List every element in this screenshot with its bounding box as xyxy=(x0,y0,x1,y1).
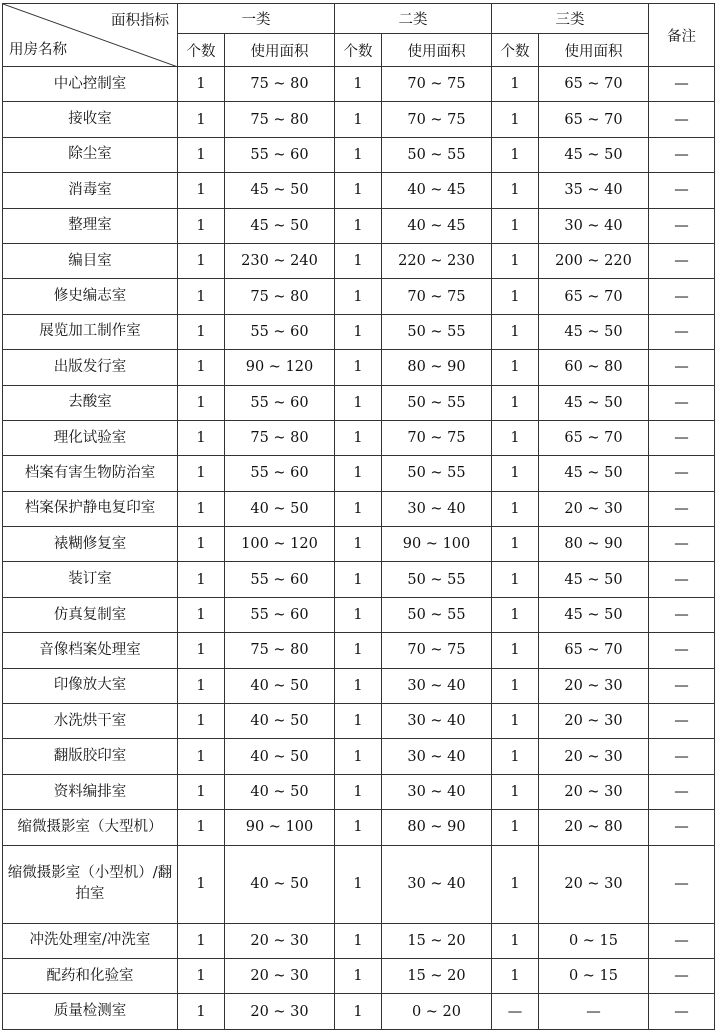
remark-cell: — xyxy=(649,994,715,1029)
class1-area-cell: 20 ~ 30 xyxy=(225,958,335,993)
room-name-cell: 去酸室 xyxy=(3,385,178,420)
class2-count-cell: 1 xyxy=(335,633,382,668)
table-row xyxy=(3,774,715,809)
class2-count-cell: 1 xyxy=(335,774,382,809)
class2-area-cell: 70 ~ 75 xyxy=(382,633,492,668)
class1-area-cell: 40 ~ 50 xyxy=(225,704,335,739)
class3-area-cell: 65 ~ 70 xyxy=(539,633,649,668)
class2-area-cell: 30 ~ 40 xyxy=(382,845,492,923)
remark-cell: — xyxy=(649,633,715,668)
class2-area-cell: 30 ~ 40 xyxy=(382,491,492,526)
table-row xyxy=(3,102,715,137)
table-row xyxy=(3,633,715,668)
class2-area-cell: 0 ~ 20 xyxy=(382,994,492,1029)
class3-area-cell: 65 ~ 70 xyxy=(539,420,649,455)
class3-count-cell: 1 xyxy=(492,810,539,845)
room-name-cell: 翻版胶印室 xyxy=(3,739,178,774)
class3-area-cell: 0 ~ 15 xyxy=(539,958,649,993)
class2-count-cell: 1 xyxy=(335,668,382,703)
class3-count-cell: — xyxy=(492,994,539,1029)
room-name-cell: 资料编排室 xyxy=(3,774,178,809)
class3-count-cell: 1 xyxy=(492,279,539,314)
class2-area-cell: 50 ~ 55 xyxy=(382,456,492,491)
area-header: 使用面积 xyxy=(539,34,649,67)
class3-area-cell: 45 ~ 50 xyxy=(539,137,649,172)
class1-count-cell: 1 xyxy=(178,923,225,958)
class2-area-cell: 50 ~ 55 xyxy=(382,385,492,420)
room-area-table xyxy=(2,3,715,1030)
table-row xyxy=(3,994,715,1029)
class1-count-cell: 1 xyxy=(178,456,225,491)
class2-count-cell: 1 xyxy=(335,314,382,349)
class1-area-cell: 75 ~ 80 xyxy=(225,279,335,314)
remark-cell: — xyxy=(649,67,715,102)
class3-count-cell: 1 xyxy=(492,923,539,958)
class3-area-cell: 60 ~ 80 xyxy=(539,350,649,385)
class3-count-cell: 1 xyxy=(492,491,539,526)
class1-count-cell: 1 xyxy=(178,243,225,278)
remark-cell: — xyxy=(649,704,715,739)
class-1-header: 一类 xyxy=(178,4,335,34)
class3-area-cell: 30 ~ 40 xyxy=(539,208,649,243)
room-name-cell: 档案保护静电复印室 xyxy=(3,491,178,526)
class3-area-cell: 200 ~ 220 xyxy=(539,243,649,278)
class3-area-cell: 20 ~ 30 xyxy=(539,845,649,923)
class1-area-cell: 45 ~ 50 xyxy=(225,208,335,243)
class3-area-cell: 45 ~ 50 xyxy=(539,385,649,420)
room-name-cell: 档案有害生物防治室 xyxy=(3,456,178,491)
class1-count-cell: 1 xyxy=(178,704,225,739)
class3-count-cell: 1 xyxy=(492,562,539,597)
class2-area-cell: 50 ~ 55 xyxy=(382,314,492,349)
class2-area-cell: 80 ~ 90 xyxy=(382,810,492,845)
class-2-header: 二类 xyxy=(335,4,492,34)
class2-area-cell: 50 ~ 55 xyxy=(382,562,492,597)
room-name-cell: 消毒室 xyxy=(3,173,178,208)
class1-area-cell: 75 ~ 80 xyxy=(225,420,335,455)
table-row xyxy=(3,420,715,455)
class2-count-cell: 1 xyxy=(335,739,382,774)
class1-count-cell: 1 xyxy=(178,958,225,993)
class1-count-cell: 1 xyxy=(178,527,225,562)
class2-area-cell: 40 ~ 45 xyxy=(382,173,492,208)
table-row xyxy=(3,491,715,526)
class1-area-cell: 40 ~ 50 xyxy=(225,739,335,774)
table-row xyxy=(3,704,715,739)
class2-count-cell: 1 xyxy=(335,102,382,137)
remark-cell: — xyxy=(649,173,715,208)
table-row xyxy=(3,527,715,562)
room-name-cell: 配药和化验室 xyxy=(3,958,178,993)
remark-cell: — xyxy=(649,350,715,385)
class3-count-cell: 1 xyxy=(492,208,539,243)
class3-area-cell: 65 ~ 70 xyxy=(539,102,649,137)
remark-cell: — xyxy=(649,491,715,526)
class3-count-cell: 1 xyxy=(492,668,539,703)
class3-count-cell: 1 xyxy=(492,739,539,774)
class2-count-cell: 1 xyxy=(335,923,382,958)
class1-count-cell: 1 xyxy=(178,279,225,314)
class3-area-cell: 0 ~ 15 xyxy=(539,923,649,958)
diagonal-header-top: 面积指标 xyxy=(111,13,169,29)
class1-area-cell: 55 ~ 60 xyxy=(225,562,335,597)
class1-area-cell: 40 ~ 50 xyxy=(225,774,335,809)
class2-area-cell: 30 ~ 40 xyxy=(382,739,492,774)
class3-count-cell: 1 xyxy=(492,350,539,385)
class3-area-cell: 45 ~ 50 xyxy=(539,562,649,597)
room-name-cell: 缩微摄影室（大型机） xyxy=(3,810,178,845)
table-row xyxy=(3,739,715,774)
class2-count-cell: 1 xyxy=(335,385,382,420)
remark-cell: — xyxy=(649,102,715,137)
class1-count-cell: 1 xyxy=(178,102,225,137)
table-row xyxy=(3,173,715,208)
class3-area-cell: 80 ~ 90 xyxy=(539,527,649,562)
class2-area-cell: 30 ~ 40 xyxy=(382,668,492,703)
class2-count-cell: 1 xyxy=(335,491,382,526)
room-name-cell: 水洗烘干室 xyxy=(3,704,178,739)
class3-count-cell: 1 xyxy=(492,704,539,739)
remark-cell: — xyxy=(649,958,715,993)
class3-area-cell: 20 ~ 30 xyxy=(539,704,649,739)
remark-cell: — xyxy=(649,923,715,958)
class1-count-cell: 1 xyxy=(178,420,225,455)
count-header: 个数 xyxy=(178,34,225,67)
remark-cell: — xyxy=(649,208,715,243)
class2-count-cell: 1 xyxy=(335,208,382,243)
class3-area-cell: 35 ~ 40 xyxy=(539,173,649,208)
class1-area-cell: 55 ~ 60 xyxy=(225,314,335,349)
class2-area-cell: 40 ~ 45 xyxy=(382,208,492,243)
class2-count-cell: 1 xyxy=(335,597,382,632)
class3-area-cell: 65 ~ 70 xyxy=(539,67,649,102)
class1-area-cell: 75 ~ 80 xyxy=(225,67,335,102)
room-name-cell: 出版发行室 xyxy=(3,350,178,385)
class2-area-cell: 70 ~ 75 xyxy=(382,279,492,314)
class3-count-cell: 1 xyxy=(492,420,539,455)
remark-cell: — xyxy=(649,739,715,774)
class1-area-cell: 55 ~ 60 xyxy=(225,137,335,172)
class3-count-cell: 1 xyxy=(492,102,539,137)
class1-count-cell: 1 xyxy=(178,491,225,526)
class2-count-cell: 1 xyxy=(335,704,382,739)
class2-count-cell: 1 xyxy=(335,137,382,172)
class3-count-cell: 1 xyxy=(492,137,539,172)
table-row xyxy=(3,958,715,993)
class1-area-cell: 100 ~ 120 xyxy=(225,527,335,562)
class3-area-cell: — xyxy=(539,994,649,1029)
class2-area-cell: 80 ~ 90 xyxy=(382,350,492,385)
class3-count-cell: 1 xyxy=(492,67,539,102)
class3-count-cell: 1 xyxy=(492,597,539,632)
class3-area-cell: 45 ~ 50 xyxy=(539,597,649,632)
class1-count-cell: 1 xyxy=(178,994,225,1029)
class2-area-cell: 15 ~ 20 xyxy=(382,958,492,993)
table-row xyxy=(3,923,715,958)
class2-area-cell: 30 ~ 40 xyxy=(382,704,492,739)
class1-area-cell: 55 ~ 60 xyxy=(225,385,335,420)
class2-count-cell: 1 xyxy=(335,810,382,845)
count-header: 个数 xyxy=(335,34,382,67)
remark-cell: — xyxy=(649,243,715,278)
remark-header: 备注 xyxy=(649,4,715,67)
class3-area-cell: 45 ~ 50 xyxy=(539,314,649,349)
class1-area-cell: 40 ~ 50 xyxy=(225,845,335,923)
room-name-cell: 缩微摄影室（小型机）/翻拍室 xyxy=(3,845,178,923)
class1-area-cell: 55 ~ 60 xyxy=(225,597,335,632)
class3-count-cell: 1 xyxy=(492,845,539,923)
class1-count-cell: 1 xyxy=(178,739,225,774)
table-row xyxy=(3,279,715,314)
room-name-cell: 质量检测室 xyxy=(3,994,178,1029)
room-name-cell: 裱糊修复室 xyxy=(3,527,178,562)
table-row xyxy=(3,243,715,278)
class3-area-cell: 20 ~ 30 xyxy=(539,491,649,526)
class1-count-cell: 1 xyxy=(178,597,225,632)
class2-count-cell: 1 xyxy=(335,958,382,993)
remark-cell: — xyxy=(649,456,715,491)
count-header: 个数 xyxy=(492,34,539,67)
table-row xyxy=(3,597,715,632)
table-row xyxy=(3,562,715,597)
class1-count-cell: 1 xyxy=(178,810,225,845)
class3-area-cell: 65 ~ 70 xyxy=(539,279,649,314)
class3-count-cell: 1 xyxy=(492,243,539,278)
table-row xyxy=(3,67,715,102)
class2-count-cell: 1 xyxy=(335,243,382,278)
class1-area-cell: 75 ~ 80 xyxy=(225,102,335,137)
room-name-cell: 整理室 xyxy=(3,208,178,243)
class1-count-cell: 1 xyxy=(178,173,225,208)
room-name-cell: 音像档案处理室 xyxy=(3,633,178,668)
class3-area-cell: 20 ~ 80 xyxy=(539,810,649,845)
class3-count-cell: 1 xyxy=(492,385,539,420)
area-header: 使用面积 xyxy=(225,34,335,67)
room-name-cell: 修史编志室 xyxy=(3,279,178,314)
class2-count-cell: 1 xyxy=(335,173,382,208)
remark-cell: — xyxy=(649,385,715,420)
class3-count-cell: 1 xyxy=(492,456,539,491)
class1-area-cell: 55 ~ 60 xyxy=(225,456,335,491)
class1-area-cell: 230 ~ 240 xyxy=(225,243,335,278)
class3-area-cell: 45 ~ 50 xyxy=(539,456,649,491)
class2-area-cell: 90 ~ 100 xyxy=(382,527,492,562)
class1-count-cell: 1 xyxy=(178,562,225,597)
class3-area-cell: 20 ~ 30 xyxy=(539,739,649,774)
class2-area-cell: 70 ~ 75 xyxy=(382,420,492,455)
class1-count-cell: 1 xyxy=(178,774,225,809)
area-header: 使用面积 xyxy=(382,34,492,67)
table-row xyxy=(3,385,715,420)
class1-area-cell: 40 ~ 50 xyxy=(225,668,335,703)
remark-cell: — xyxy=(649,597,715,632)
class1-count-cell: 1 xyxy=(178,137,225,172)
class2-count-cell: 1 xyxy=(335,420,382,455)
class2-count-cell: 1 xyxy=(335,562,382,597)
class2-area-cell: 50 ~ 55 xyxy=(382,137,492,172)
diagonal-header-cell xyxy=(3,4,178,67)
room-name-cell: 装订室 xyxy=(3,562,178,597)
table-row xyxy=(3,668,715,703)
remark-cell: — xyxy=(649,668,715,703)
class1-area-cell: 75 ~ 80 xyxy=(225,633,335,668)
class2-count-cell: 1 xyxy=(335,279,382,314)
table-row xyxy=(3,845,715,923)
remark-cell: — xyxy=(649,420,715,455)
class2-area-cell: 70 ~ 75 xyxy=(382,102,492,137)
remark-cell: — xyxy=(649,810,715,845)
room-name-cell: 理化试验室 xyxy=(3,420,178,455)
table-row xyxy=(3,456,715,491)
table-row xyxy=(3,350,715,385)
table-row xyxy=(3,208,715,243)
class1-count-cell: 1 xyxy=(178,385,225,420)
class1-area-cell: 90 ~ 100 xyxy=(225,810,335,845)
class1-area-cell: 45 ~ 50 xyxy=(225,173,335,208)
remark-cell: — xyxy=(649,137,715,172)
class1-count-cell: 1 xyxy=(178,350,225,385)
class2-count-cell: 1 xyxy=(335,67,382,102)
class1-count-cell: 1 xyxy=(178,208,225,243)
room-name-cell: 冲洗处理室/冲洗室 xyxy=(3,923,178,958)
class1-area-cell: 20 ~ 30 xyxy=(225,923,335,958)
class3-area-cell: 20 ~ 30 xyxy=(539,668,649,703)
class2-area-cell: 15 ~ 20 xyxy=(382,923,492,958)
room-name-cell: 印像放大室 xyxy=(3,668,178,703)
header-row-1 xyxy=(3,4,715,34)
room-name-cell: 仿真复制室 xyxy=(3,597,178,632)
class1-area-cell: 20 ~ 30 xyxy=(225,994,335,1029)
class1-count-cell: 1 xyxy=(178,668,225,703)
class1-count-cell: 1 xyxy=(178,67,225,102)
class3-count-cell: 1 xyxy=(492,774,539,809)
room-name-cell: 接收室 xyxy=(3,102,178,137)
table-row xyxy=(3,314,715,349)
class2-area-cell: 70 ~ 75 xyxy=(382,67,492,102)
class2-area-cell: 30 ~ 40 xyxy=(382,774,492,809)
diagonal-header-bottom: 用房名称 xyxy=(9,42,67,58)
room-name-cell: 中心控制室 xyxy=(3,67,178,102)
room-name-cell: 除尘室 xyxy=(3,137,178,172)
class-3-header: 三类 xyxy=(492,4,649,34)
room-area-table-container xyxy=(2,3,715,1030)
remark-cell: — xyxy=(649,279,715,314)
room-name-cell: 编目室 xyxy=(3,243,178,278)
table-body xyxy=(3,67,715,1030)
class3-count-cell: 1 xyxy=(492,527,539,562)
table-row xyxy=(3,137,715,172)
class1-area-cell: 90 ~ 120 xyxy=(225,350,335,385)
class2-area-cell: 50 ~ 55 xyxy=(382,597,492,632)
class3-count-cell: 1 xyxy=(492,173,539,208)
class3-count-cell: 1 xyxy=(492,314,539,349)
class2-count-cell: 1 xyxy=(335,350,382,385)
class1-area-cell: 40 ~ 50 xyxy=(225,491,335,526)
remark-cell: — xyxy=(649,562,715,597)
remark-cell: — xyxy=(649,774,715,809)
class2-count-cell: 1 xyxy=(335,845,382,923)
class3-area-cell: 20 ~ 30 xyxy=(539,774,649,809)
remark-cell: — xyxy=(649,314,715,349)
class2-area-cell: 220 ~ 230 xyxy=(382,243,492,278)
class3-count-cell: 1 xyxy=(492,633,539,668)
class1-count-cell: 1 xyxy=(178,845,225,923)
remark-cell: — xyxy=(649,845,715,923)
table-row xyxy=(3,810,715,845)
remark-cell: — xyxy=(649,527,715,562)
class3-count-cell: 1 xyxy=(492,958,539,993)
class1-count-cell: 1 xyxy=(178,314,225,349)
class1-count-cell: 1 xyxy=(178,633,225,668)
class2-count-cell: 1 xyxy=(335,527,382,562)
class2-count-cell: 1 xyxy=(335,994,382,1029)
class2-count-cell: 1 xyxy=(335,456,382,491)
room-name-cell: 展览加工制作室 xyxy=(3,314,178,349)
